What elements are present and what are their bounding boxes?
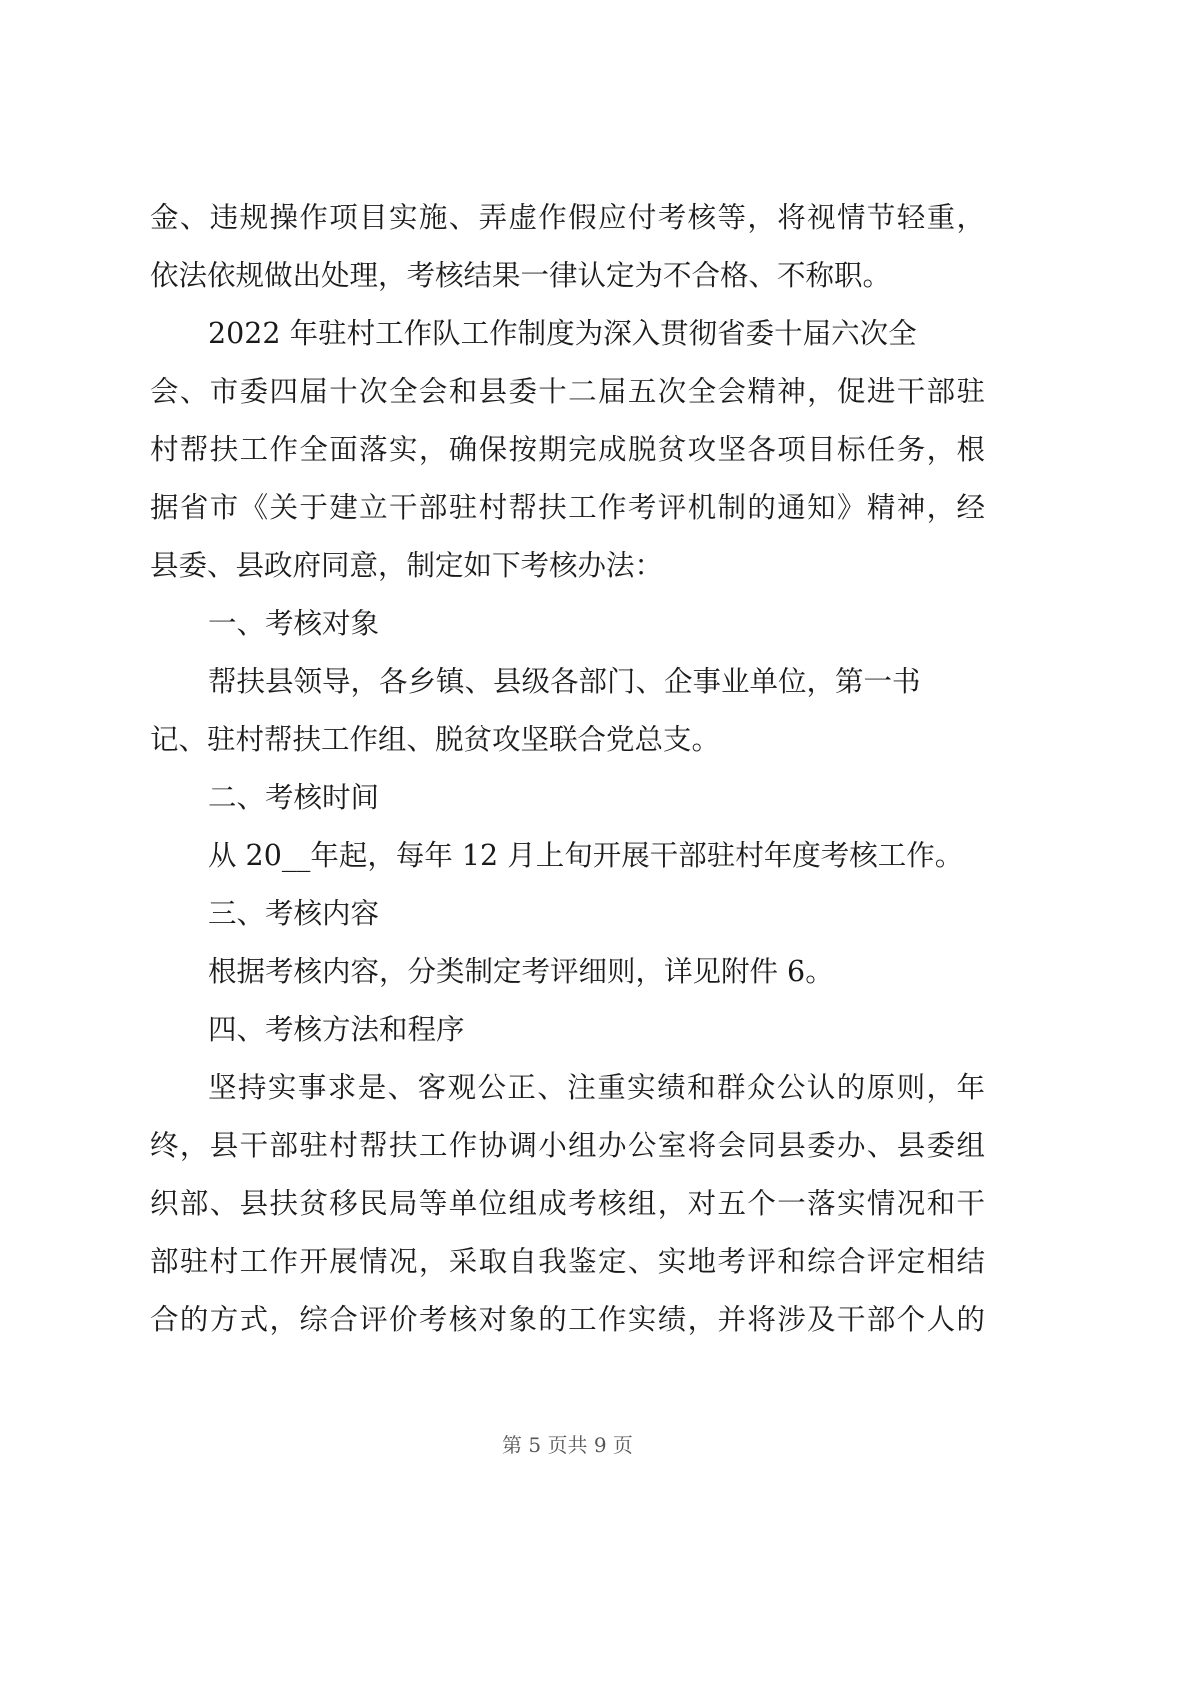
text-line: 从 20__年起，每年 12 月上旬开展干部驻村年度考核工作。 [208, 839, 964, 872]
document-body [150, 189, 985, 1349]
text-line: 织部、县扶贫移民局等单位组成考核组，对五个一落实情况和干 [150, 1187, 985, 1220]
text-line: 金、违规操作项目实施、弄虚作假应付考核等，将视情节轻重， [150, 201, 985, 234]
text-line: 2022 年驻村工作队工作制度为深入贯彻省委十届六次全 [208, 317, 917, 350]
text-line: 坚持实事求是、客观公正、注重实绩和群众公认的原则，年 [208, 1071, 985, 1104]
text-line: 帮扶县领导，各乡镇、县级各部门、企事业单位，第一书 [208, 665, 921, 698]
text-line: 县委、县政府同意，制定如下考核办法： [150, 549, 664, 582]
text-line: 据省市《关于建立干部驻村帮扶工作考评机制的通知》精神，经 [150, 491, 985, 524]
text-line: 依法依规做出处理，考核结果一律认定为不合格、不称职。 [150, 259, 892, 292]
text-line: 终，县干部驻村帮扶工作协调小组办公室将会同县委办、县委组 [150, 1129, 985, 1162]
text-line: 根据考核内容，分类制定考评细则，详见附件 6。 [208, 955, 834, 988]
section-heading: 二、考核时间 [208, 781, 380, 814]
text-line: 村帮扶工作全面落实，确保按期完成脱贫攻坚各项目标任务，根 [150, 433, 985, 466]
section-heading: 一、考核对象 [208, 607, 380, 640]
text-line: 记、驻村帮扶工作组、脱贫攻坚联合党总支。 [150, 723, 721, 756]
section-heading: 三、考核内容 [208, 897, 380, 930]
text-line: 合的方式，综合评价考核对象的工作实绩，并将涉及干部个人的 [150, 1303, 985, 1336]
text-line: 会、市委四届十次全会和县委十二届五次全会精神，促进干部驻 [150, 375, 985, 408]
section-heading: 四、考核方法和程序 [208, 1013, 465, 1046]
text-line: 部驻村工作开展情况，采取自我鉴定、实地考评和综合评定相结 [150, 1245, 985, 1278]
page-number-footer: 第 5 页共 9 页 [502, 1433, 633, 1457]
